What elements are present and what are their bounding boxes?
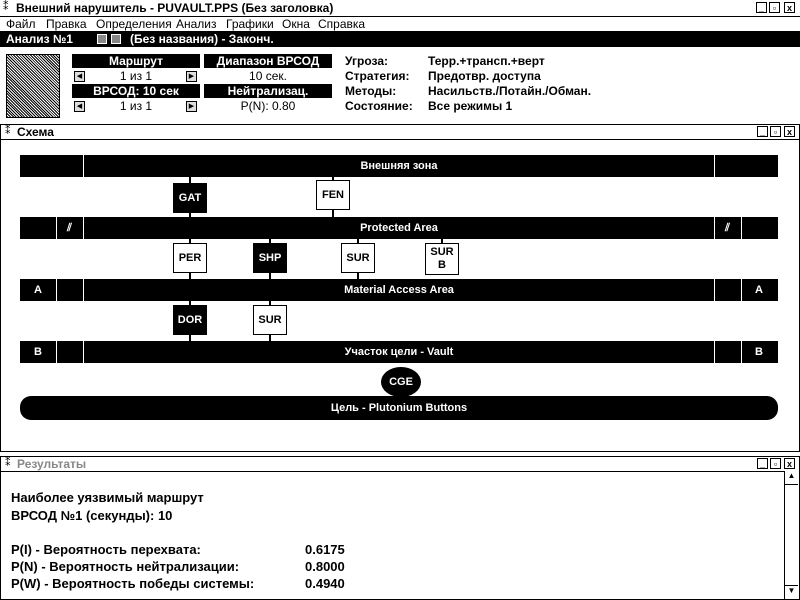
schema-title-bar <box>1 125 799 140</box>
material-right-side: A <box>755 284 763 296</box>
zone-protected-label: Protected Area <box>360 222 438 234</box>
schema-menu-icon[interactable]: ⁑ <box>5 125 11 137</box>
menu-windows[interactable]: Окна <box>282 17 310 31</box>
pi-value: 0.6175 <box>305 542 345 557</box>
zone-target-label: Цель - Plutonium Buttons <box>330 402 468 414</box>
node-sur-2[interactable]: SUR <box>253 305 287 335</box>
zone-vault[interactable] <box>20 341 778 363</box>
minimize-button[interactable]: _ <box>756 2 767 13</box>
state-value: Все режимы 1 <box>428 99 513 113</box>
results-maximize-button[interactable]: ▫ <box>770 458 781 469</box>
node-fen[interactable]: FEN <box>316 180 350 210</box>
route-prev-arrow[interactable]: ◀ <box>74 71 85 82</box>
vrsod-label: ВРСОД: 10 сек <box>72 84 200 98</box>
menu-charts[interactable]: Графики <box>226 17 274 31</box>
route-next-arrow[interactable]: ▶ <box>186 71 197 82</box>
analysis-prev-button[interactable] <box>97 34 107 44</box>
zone-material-access[interactable] <box>20 279 778 301</box>
results-close-button[interactable]: x <box>784 458 795 469</box>
node-per[interactable]: PER <box>173 243 207 273</box>
schema-title: Схема <box>17 125 54 139</box>
schema-close-button[interactable]: x <box>784 126 795 137</box>
vault-right-side: B <box>755 346 763 358</box>
results-title-bar <box>1 457 799 472</box>
menu-bar <box>0 17 800 31</box>
scroll-up-icon[interactable]: ▲ <box>785 471 798 485</box>
results-line-1: Наиболее уязвимый маршрут <box>11 490 204 505</box>
range-value: 10 сек. <box>249 69 287 83</box>
neutral-label: Нейтрализац. <box>204 84 332 98</box>
menu-definitions[interactable]: Определения <box>96 17 172 31</box>
pn-label: P(N) - Вероятность нейтрализации: <box>11 559 240 574</box>
schema-window <box>0 124 800 452</box>
protected-right-gate-icon: ⫽ <box>725 222 730 234</box>
maximize-button[interactable]: ▫ <box>769 2 780 13</box>
pi-label: P(I) - Вероятность перехвата: <box>11 542 201 557</box>
schema-maximize-button[interactable]: ▫ <box>770 126 781 137</box>
pw-label: P(W) - Вероятность победы системы: <box>11 576 255 591</box>
protected-left-gate-icon: ⫽ <box>67 222 72 234</box>
schema-minimize-button[interactable]: _ <box>757 126 768 137</box>
vault-left-side: B <box>34 346 42 358</box>
node-shp[interactable]: SHP <box>253 243 287 273</box>
close-button[interactable]: x <box>784 2 795 13</box>
neutral-value: P(N): 0.80 <box>240 99 296 113</box>
material-left-side: A <box>34 284 42 296</box>
analysis-label: Анализ №1 <box>6 32 73 46</box>
pw-value: 0.4940 <box>305 576 345 591</box>
scroll-down-icon[interactable]: ▼ <box>785 585 798 599</box>
zone-material-label: Material Access Area <box>344 284 454 296</box>
app-title-bar <box>0 0 800 17</box>
analysis-next-button[interactable] <box>111 34 121 44</box>
route-label: Маршрут <box>72 54 200 68</box>
zone-outer-label: Внешняя зона <box>360 160 438 172</box>
pn-value: 0.8000 <box>305 559 345 574</box>
menu-analysis[interactable]: Анализ <box>176 17 217 31</box>
node-sur-b-bottom: B <box>438 259 446 271</box>
pattern-swatch <box>6 54 60 118</box>
zone-outer[interactable] <box>20 155 778 177</box>
state-label: Состояние: <box>345 99 413 113</box>
node-cge[interactable]: CGE <box>381 367 421 397</box>
node-dor[interactable]: DOR <box>173 305 207 335</box>
node-sur-b[interactable] <box>425 243 459 275</box>
app-title: Внешний нарушитель - PUVAULT.PPS (Без заголовка) <box>16 1 334 15</box>
threat-value: Терр.+трансп.+верт <box>428 54 545 68</box>
range-label: Диапазон ВРСОД <box>204 54 332 68</box>
zone-target[interactable] <box>20 396 778 420</box>
vrsod-value: 1 из 1 <box>119 99 153 113</box>
results-minimize-button[interactable]: _ <box>757 458 768 469</box>
strategy-value: Предотвр. доступа <box>428 69 541 83</box>
vrsod-next-arrow[interactable]: ▶ <box>186 101 197 112</box>
menu-edit[interactable]: Правка <box>46 17 87 31</box>
vrsod-prev-arrow[interactable]: ◀ <box>74 101 85 112</box>
results-menu-icon[interactable]: ⁑ <box>5 457 11 469</box>
methods-label: Методы: <box>345 84 397 98</box>
app-icon[interactable]: ⁑ <box>3 1 9 13</box>
results-scrollbar[interactable] <box>784 471 799 599</box>
analysis-name: (Без названия) - Законч. <box>130 32 274 46</box>
node-sur-b-top: SUR <box>430 246 454 258</box>
zone-vault-label: Участок цели - Vault <box>344 346 454 358</box>
menu-file[interactable]: Файл <box>6 17 36 31</box>
results-line-2: ВРСОД №1 (секунды): 10 <box>11 508 173 523</box>
node-gat[interactable]: GAT <box>173 183 207 213</box>
analysis-header <box>0 31 800 47</box>
route-value: 1 из 1 <box>119 69 153 83</box>
strategy-label: Стратегия: <box>345 69 410 83</box>
results-title: Результаты <box>17 457 87 471</box>
methods-value: Насильств./Потайн./Обман. <box>428 84 592 98</box>
menu-help[interactable]: Справка <box>318 17 366 31</box>
threat-label: Угроза: <box>345 54 388 68</box>
results-window <box>0 456 800 600</box>
zone-protected-area[interactable] <box>20 217 778 239</box>
node-sur[interactable]: SUR <box>341 243 375 273</box>
